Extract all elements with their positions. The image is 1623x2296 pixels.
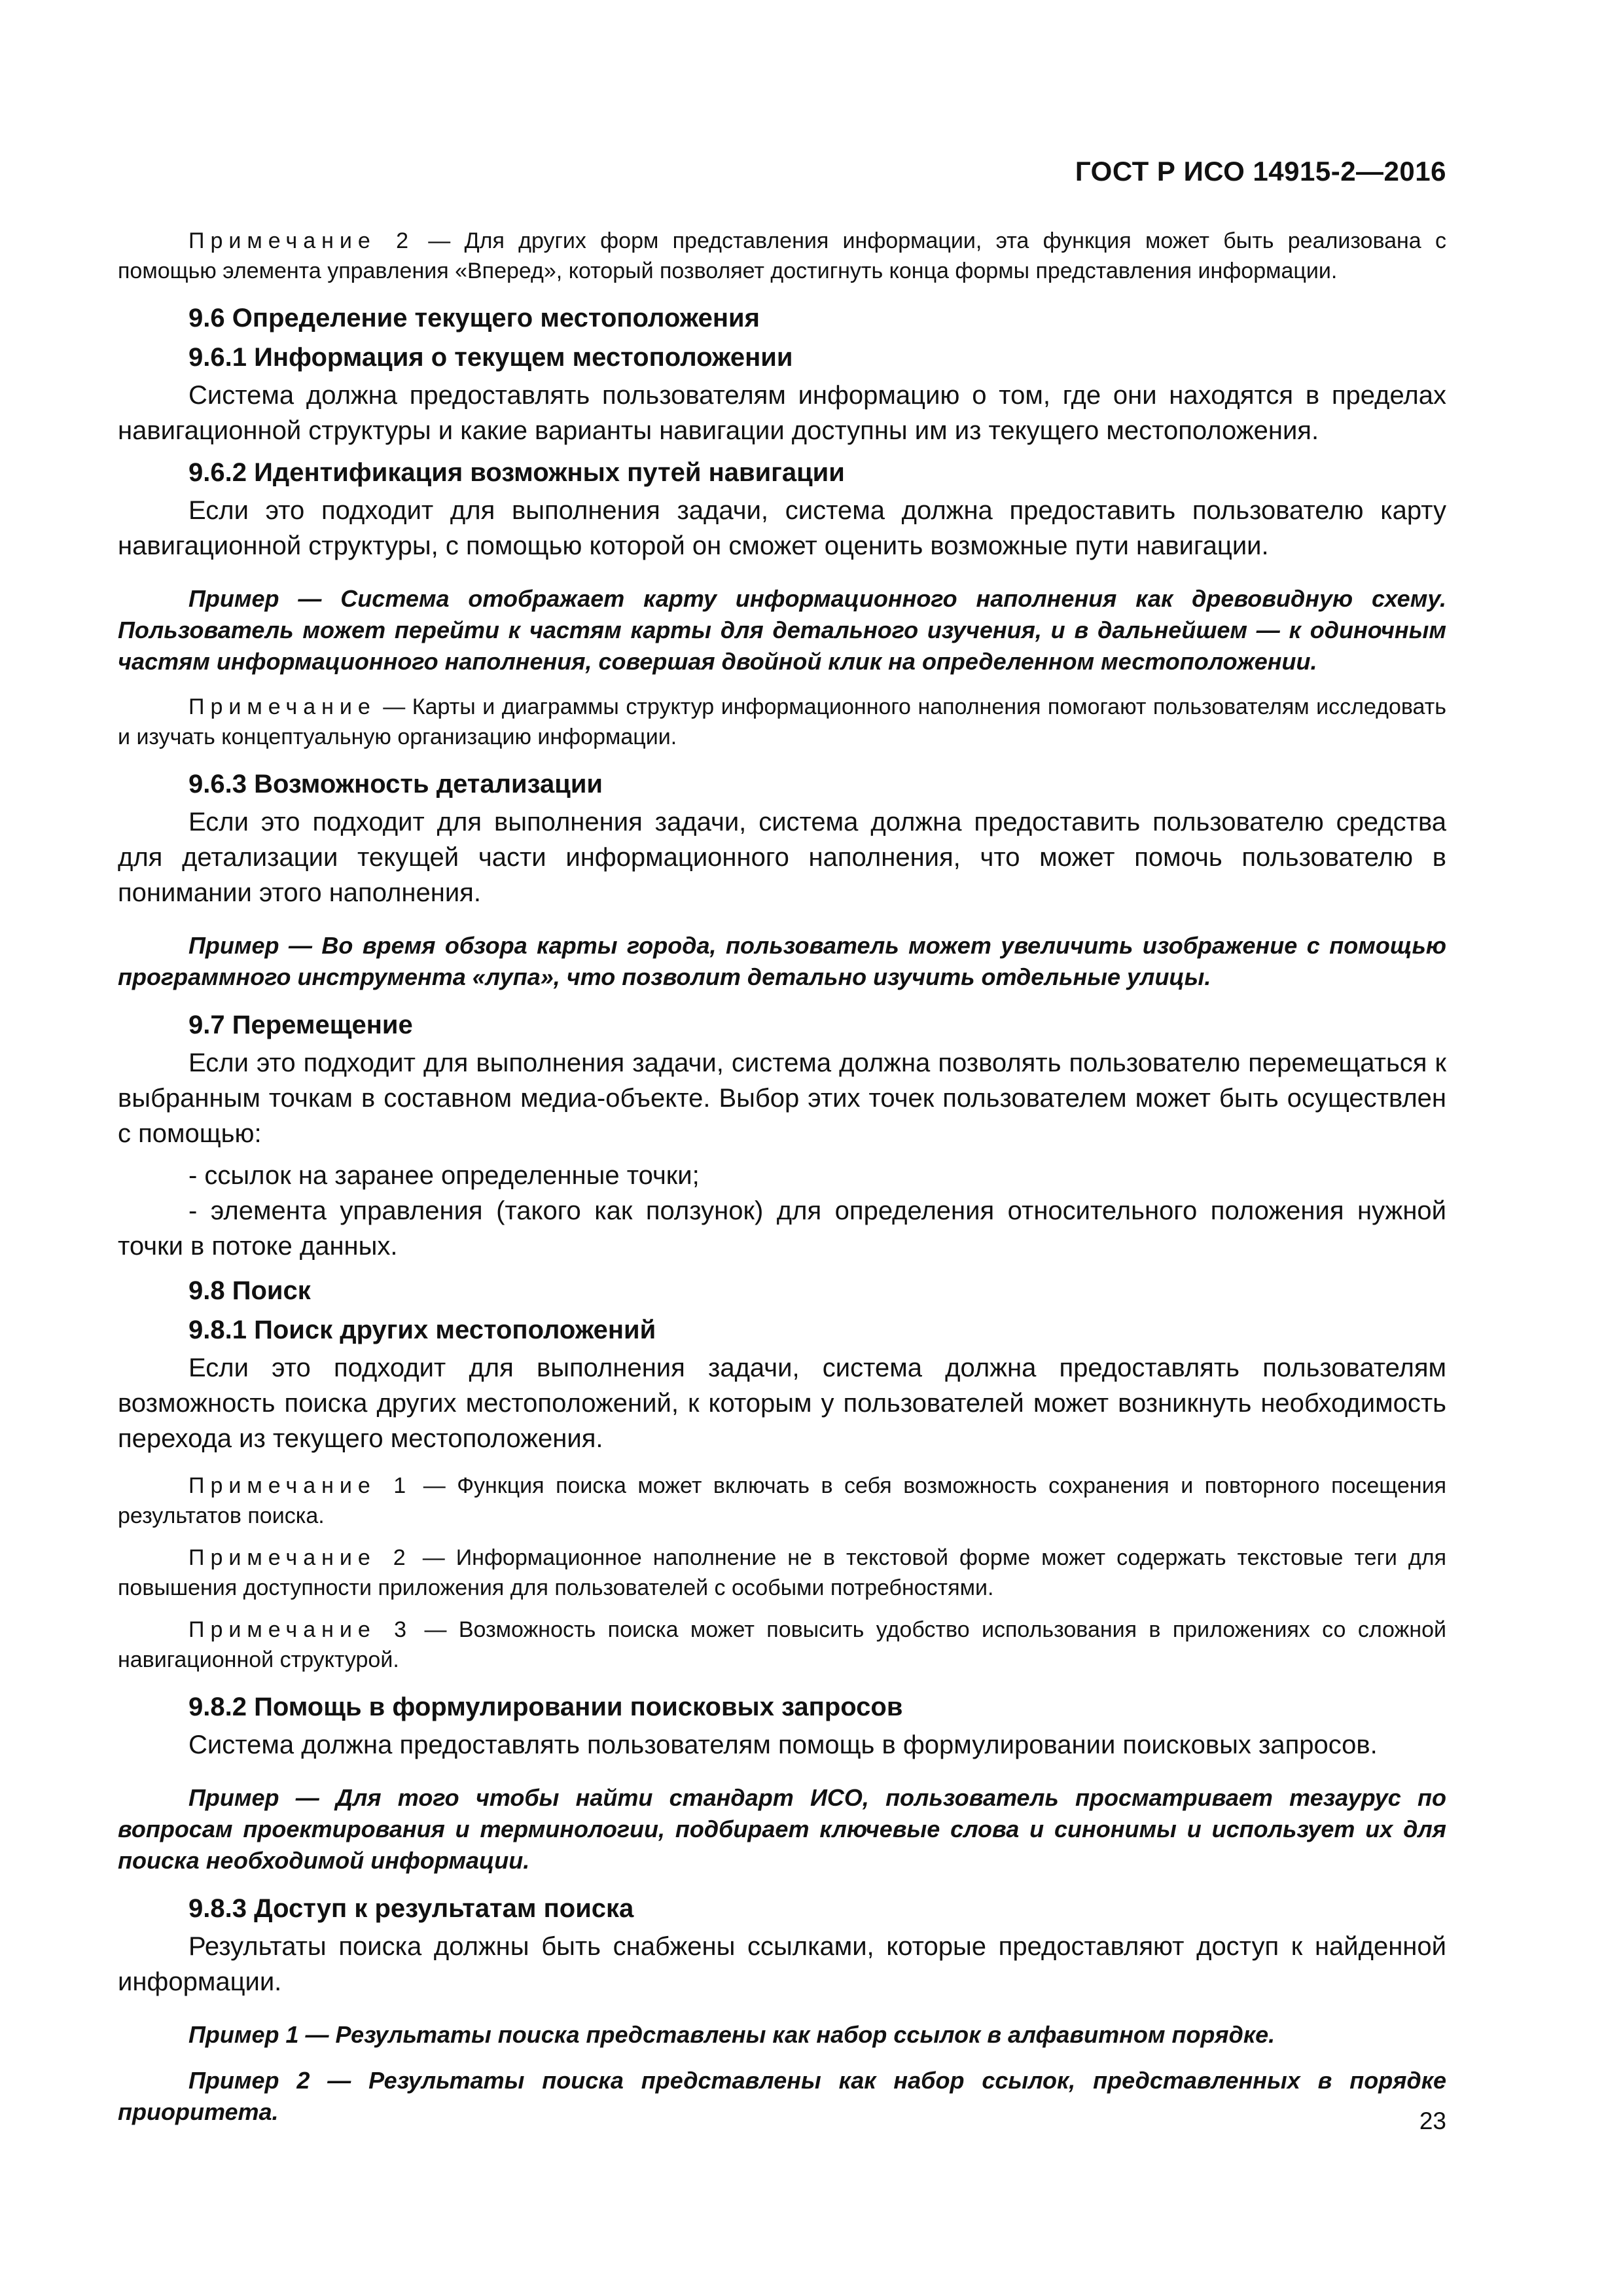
note-text: — Информационное наполнение не в текстовой форме может содержать текстовые теги для повышения доступности приложения для пользователей с особыми потребностями. [118,1545,1446,1600]
list-item: - ссылок на заранее определенные точки; [188,1161,700,1190]
document-header: ГОСТ Р ИСО 14915-2—2016 [1075,156,1446,187]
list-item: - элемента управления (такого как ползунок) для определения относительного положения нужной точки в потоке данных. [118,1196,1446,1261]
paragraph: Если это подходит для выполнения задачи, система должна предоставить пользователю карту навигационной структуры, с помощью которой он сможет оценить возможные пути навигации. [118,496,1446,560]
example-block: Пример 1 — Результаты поиска представлены как набор ссылок в алфавитном порядке. [188,2021,1275,2048]
note-label: Примечание 2 [188,228,414,253]
subsection-heading: 9.8.1 Поиск других местоположений [188,1316,656,1344]
note-block [118,692,1446,752]
example-block: Пример — Во время обзора карты города, пользователь может увеличить изображение с помощью программного инструмента «лупа», что позволит детально изучить отдельные улицы. [118,932,1446,990]
subsection-heading: 9.8.2 Помощь в формулировании поисковых запросов [188,1693,903,1721]
note-block [118,1471,1446,1531]
subsection-heading: 9.8.3 Доступ к результатам поиска [188,1894,634,1923]
note-label: Примечание 2 [188,1545,412,1570]
note-text: — Для других форм представления информации, эта функция может быть реализована с помощью элемента управления «Вперед», который позволяет достигнуть конца формы представления информации. [118,228,1447,283]
note-block [118,226,1446,286]
subsection-heading: 9.6.1 Информация о текущем местоположении [188,343,793,372]
note-label: Примечание [188,694,376,719]
paragraph: Если это подходит для выполнения задачи, система должна позволять пользователю перемещаться к выбранным точкам в составном медиа-объекте. Выбор этих точек пользователем может быть осуществлен с помощью: [118,1049,1446,1148]
example-block: Пример 2 — Результаты поиска представлены как набор ссылок, представленных в порядке приоритета. [118,2067,1446,2125]
example-block: Пример — Система отображает карту информационного наполнения как древовидную схему. Пользователь может перейти к частям карты для детального изучения, и в дальнейшем — к одиночным частям информационного наполнения, совершая двойной клик на определенном местоположении. [118,585,1446,675]
example-block: Пример — Для того чтобы найти стандарт ИСО, пользователь просматривает тезаурус по вопросам проектирования и терминологии, подбирает ключевые слова и синонимы и использует их для поиска необходимой информации. [118,1784,1446,1874]
page-number: 23 [1419,2108,1446,2134]
paragraph: Если это подходит для выполнения задачи, система должна предоставить пользователю средства для детализации текущей части информационного наполнения, что может помочь пользователю в понимании этого наполнения. [118,808,1446,907]
section-heading: 9.7 Перемещение [188,1011,413,1039]
note-text: — Возможность поиска может повысить удобство использования в приложениях со сложной навигационной структурой. [118,1617,1446,1672]
section-heading: 9.6 Определение текущего местоположения [188,304,760,332]
document-body [118,226,1446,2142]
section-heading: 9.8 Поиск [188,1276,311,1305]
note-block [118,1615,1446,1675]
paragraph: Если это подходит для выполнения задачи, система должна предоставлять пользователям возможность поиска других местоположений, к которым у пользователей может возникнуть необходимость перехода из текущего местоположения. [118,1354,1446,1453]
note-text: — Карты и диаграммы структур информационного наполнения помогают пользователям исследовать и изучать концептуальную организацию информации. [118,694,1446,749]
note-block [118,1543,1446,1603]
subsection-heading: 9.6.2 Идентификация возможных путей навигации [188,458,845,487]
note-text: — Функция поиска может включать в себя возможность сохранения и повторного посещения результатов поиска. [118,1473,1446,1528]
paragraph: Система должна предоставлять пользователям помощь в формулировании поисковых запросов. [188,1731,1378,1759]
paragraph: Система должна предоставлять пользователям информацию о том, где они находятся в пределах навигационной структуры и какие варианты навигации доступны им из текущего местоположения. [118,381,1446,445]
note-label: Примечание 1 [188,1473,412,1498]
subsection-heading: 9.6.3 Возможность детализации [188,770,603,798]
paragraph: Результаты поиска должны быть снабжены ссылками, которые предоставляют доступ к найденной информации. [118,1932,1446,1996]
note-label: Примечание 3 [188,1617,413,1642]
